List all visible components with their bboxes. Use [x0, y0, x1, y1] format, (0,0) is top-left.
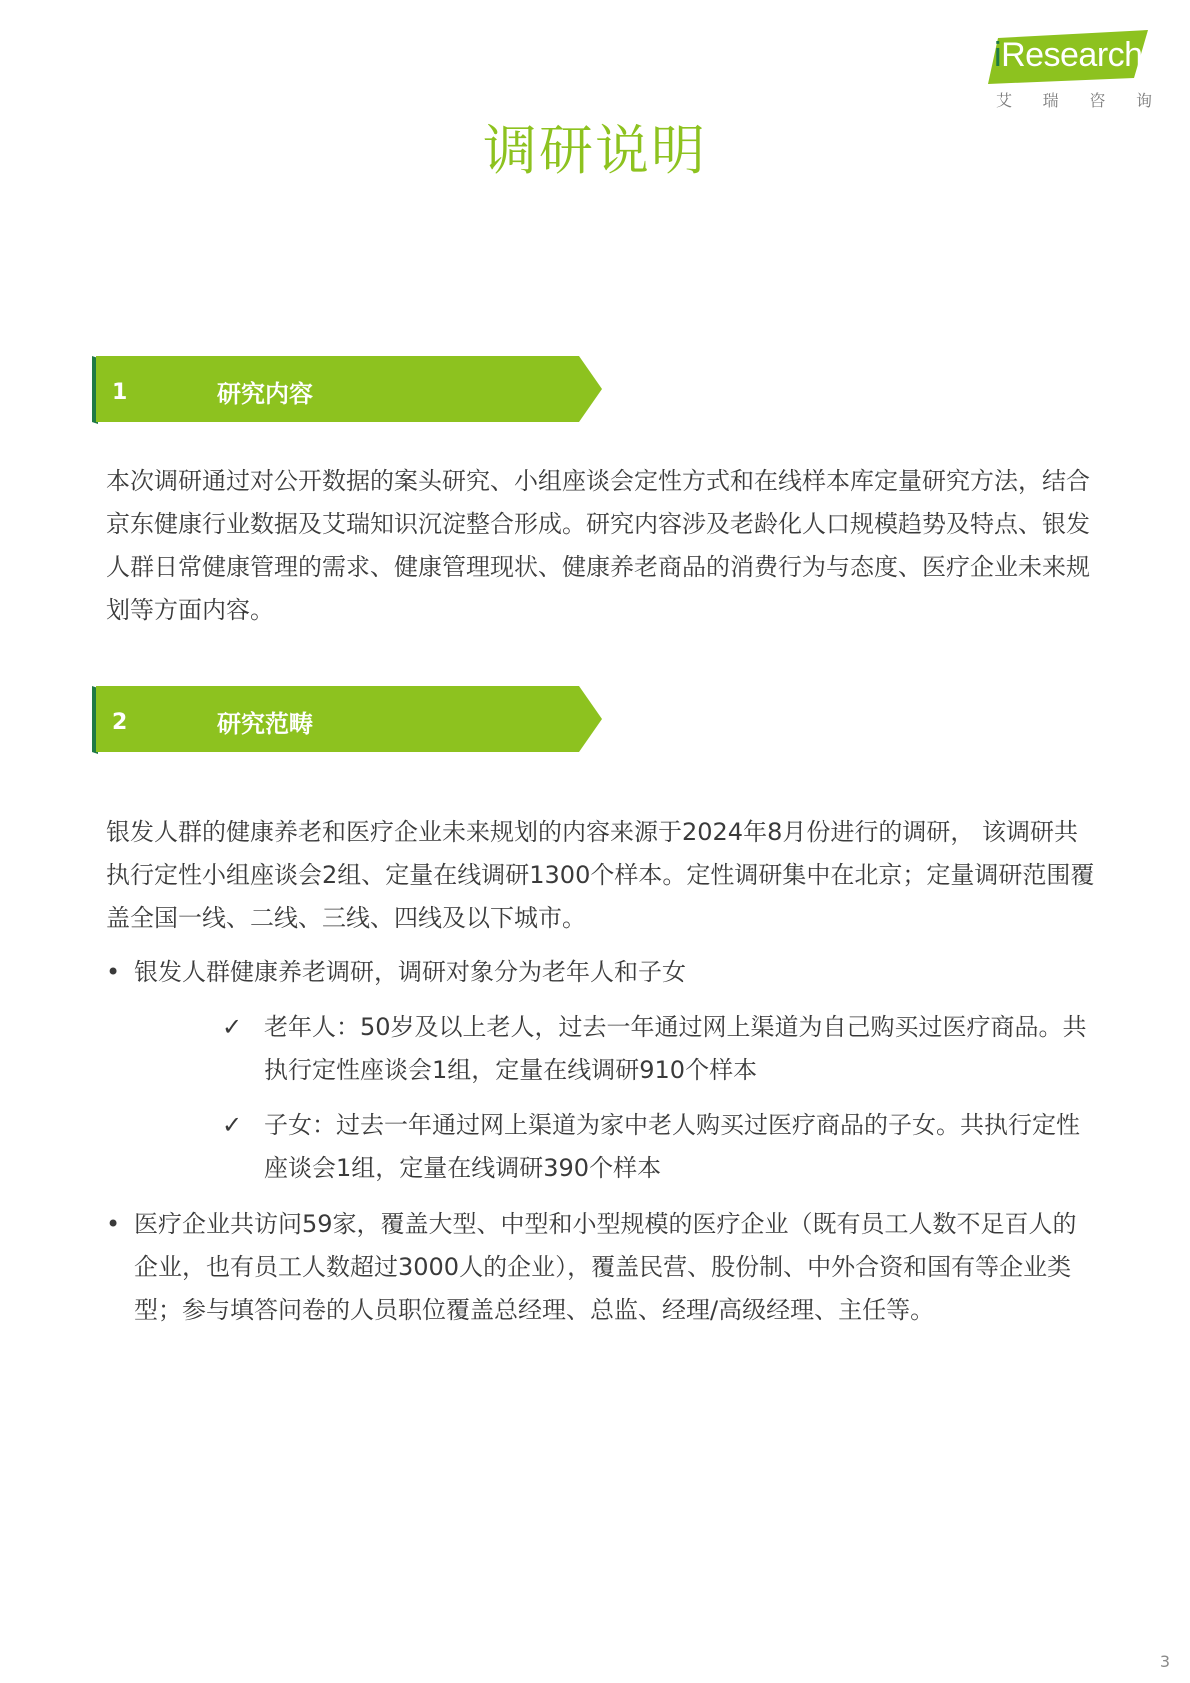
section-header-2 — [92, 682, 602, 758]
section-arrow-banner — [92, 352, 602, 428]
section-title: 研究范畴 — [217, 710, 313, 738]
logo-cn-char: 咨 — [1089, 91, 1106, 110]
section-1-paragraph: 本次调研通过对公开数据的案头研究、小组座谈会定性方式和在线样本库定量研究方法，结合京东健康行业数据及艾瑞知识沉淀整合形成。研究内容涉及老龄化人口规模趋势及特点、银发人群日常健康管理的需求、健康管理现状、健康养老商品的消费行为与态度、医疗企业未来规划等方面内容。 — [106, 467, 1090, 624]
section-number: 2 — [112, 710, 128, 735]
bullet-text: 银发人群健康养老调研，调研对象分为老年人和子女 — [134, 958, 686, 986]
bullet-dot: • — [106, 1210, 121, 1238]
check-item-text: 子女：过去一年通过网上渠道为家中老人购买过医疗商品的子女。共执行定性座谈会1组，定量在线调研390个样本 — [264, 1111, 1080, 1182]
iresearch-logo — [988, 30, 1152, 110]
logo-cn-char: 艾 — [996, 91, 1013, 110]
page-title: 调研说明 — [483, 119, 707, 182]
logo-word-i: i — [994, 36, 1002, 74]
check-item-text: 老年人：50岁及以上老人，过去一年通过网上渠道为自己购买过医疗商品。共执行定性座谈会1组，定量在线调研910个样本 — [264, 1013, 1087, 1084]
logo-wordmark — [994, 36, 1143, 75]
bullet-text: 医疗企业共访问59家，覆盖大型、中型和小型规模的医疗企业（既有员工人数不足百人的企业，也有员工人数超过3000人的企业），覆盖民营、股份制、中外合资和国有等企业类型；参与填答问卷的人员职位覆盖总经理、总监、经理/高级经理、主任等。 — [134, 1210, 1077, 1324]
page-number: 3 — [1159, 1652, 1170, 1671]
section-number: 1 — [112, 380, 128, 405]
section-title: 研究内容 — [217, 380, 313, 408]
section-arrow-banner — [92, 682, 602, 758]
checkmark-icon: ✓ — [222, 1111, 243, 1139]
logo-cn-char: 瑞 — [1042, 91, 1059, 110]
section-2-paragraph: 银发人群的健康养老和医疗企业未来规划的内容来源于2024年8月份进行的调研， 该调研共执行定性小组座谈会2组、定量在线调研1300个样本。定性调研集中在北京；定量调研范围覆盖全国一线、二线、三线、四线及以下城市。 — [106, 818, 1095, 932]
section-header-1 — [92, 352, 602, 428]
logo-word-rest: Research — [1001, 36, 1143, 74]
logo-cn-char: 询 — [1135, 91, 1152, 110]
checkmark-icon: ✓ — [222, 1013, 243, 1041]
bullet-dot: • — [106, 958, 121, 986]
